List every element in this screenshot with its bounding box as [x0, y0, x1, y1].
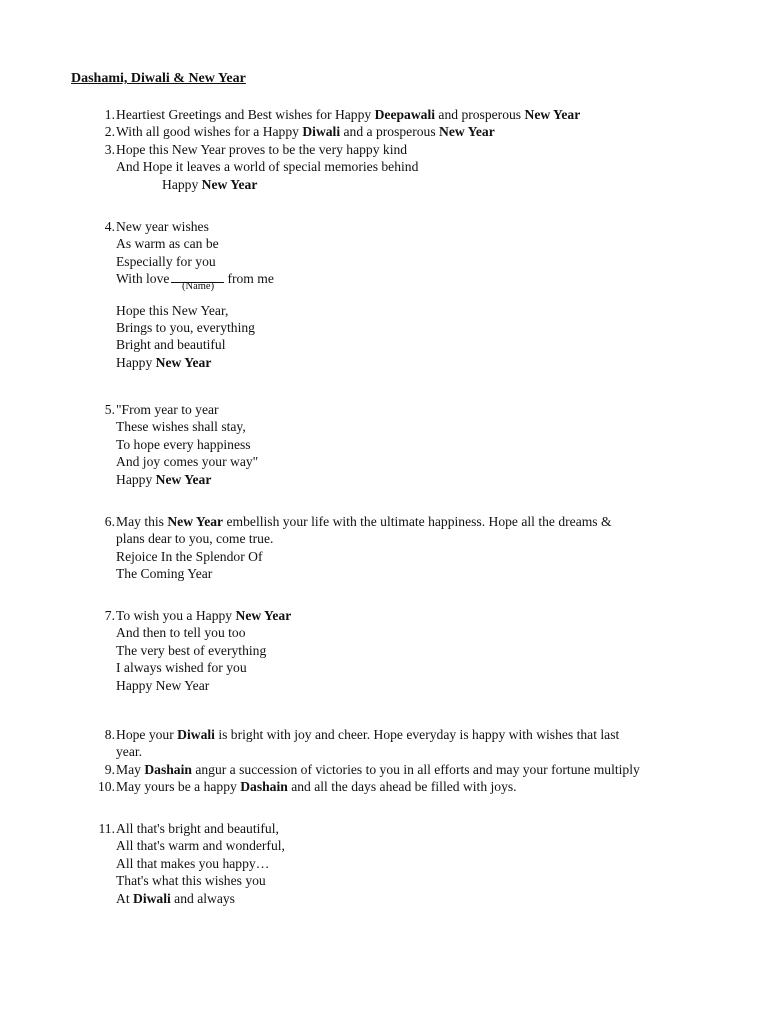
line-text — [162, 176, 257, 193]
text-run: Happy — [116, 354, 156, 370]
bold-text: Diwali — [177, 727, 215, 742]
greeting-line — [93, 176, 733, 193]
greeting-item — [93, 778, 733, 795]
line-text — [116, 837, 285, 854]
item-number: 11. — [98, 821, 115, 836]
text-run: With love — [116, 271, 170, 287]
greeting-line — [93, 319, 733, 336]
bold-text: New Year — [235, 608, 292, 623]
line-text — [116, 235, 219, 252]
line-text — [116, 319, 255, 336]
text-run: All that's bright and beautiful, — [116, 821, 279, 836]
item-number: 5. — [104, 402, 115, 417]
text-run: plans dear to you, come true. — [116, 531, 274, 547]
text-run: and all the days ahead be filled with joys. — [287, 779, 517, 794]
greeting-line — [93, 513, 733, 530]
item-number: 7. — [104, 608, 115, 623]
text-run: Hope this New Year proves to be the very happy kind — [116, 142, 408, 157]
text-run: angur a succession of victories to you in all efforts and may your fortune multiply — [191, 762, 640, 777]
text-run: With all good wishes for a Happy — [116, 124, 303, 139]
greeting-line — [93, 158, 733, 175]
text-run: May — [116, 762, 145, 777]
line-text — [116, 418, 246, 435]
greeting-line — [93, 659, 733, 676]
greeting-line — [93, 436, 733, 453]
line-text — [116, 743, 142, 760]
line-text — [116, 218, 209, 235]
text-run: and prosperous — [435, 107, 525, 122]
greeting-line — [93, 141, 733, 158]
line-text — [116, 726, 619, 743]
greeting-item — [93, 761, 733, 778]
greeting-line — [93, 778, 733, 795]
text-run: All that makes you happy… — [116, 855, 270, 871]
greeting-item — [93, 123, 733, 140]
greeting-line — [93, 855, 733, 872]
greeting-line — [93, 123, 733, 140]
greeting-line — [93, 106, 733, 123]
bold-text: Dashain — [144, 762, 192, 777]
line-text — [116, 642, 266, 659]
text-run: Rejoice In the Splendor Of — [116, 548, 263, 564]
greeting-line — [93, 302, 733, 319]
text-run: That's what this wishes you — [116, 873, 266, 889]
item-number: 10. — [98, 779, 115, 794]
text-run: and always — [170, 890, 235, 906]
text-run: And Hope it leaves a world of special memories behind — [116, 159, 419, 175]
line-text — [116, 607, 291, 624]
line-text — [116, 471, 211, 488]
line-text — [116, 336, 225, 353]
greeting-line — [93, 677, 733, 694]
text-run: is bright with joy and cheer. Hope everyday is happy with wishes that last — [214, 727, 620, 742]
bold-text: New Year — [167, 514, 224, 529]
line-text — [116, 401, 219, 418]
item-number: 3. — [104, 142, 115, 157]
text-run: Brings to you, everything — [116, 319, 255, 335]
greeting-line — [93, 743, 733, 760]
text-run: "From year to year — [116, 402, 219, 417]
greeting-line — [93, 253, 733, 270]
bold-text: New Year — [155, 354, 212, 370]
line-text — [116, 677, 209, 694]
text-run: May this — [116, 514, 168, 529]
greeting-line — [93, 642, 733, 659]
text-run: May yours be a happy — [116, 779, 241, 794]
item-number: 2. — [104, 124, 115, 139]
greeting-line — [93, 607, 733, 624]
text-run: As warm as can be — [116, 236, 219, 252]
greeting-line — [93, 890, 733, 907]
text-run: And then to tell you too — [116, 625, 246, 641]
line-text — [116, 302, 228, 319]
line-text — [116, 158, 418, 175]
name-label: (Name) — [182, 281, 215, 293]
text-run: All that's warm and wonderful, — [116, 838, 285, 854]
greeting-line — [93, 401, 733, 418]
greeting-line — [93, 837, 733, 854]
greeting-item — [93, 820, 733, 907]
text-run: Especially for you — [116, 253, 216, 269]
line-text — [116, 354, 211, 371]
greeting-line — [93, 336, 733, 353]
line-text — [116, 436, 251, 453]
greeting-item — [93, 726, 733, 761]
text-run: from me — [227, 271, 274, 287]
text-run: The Coming Year — [116, 566, 213, 582]
greeting-line — [93, 235, 733, 252]
text-run: And joy comes your way" — [116, 454, 259, 470]
greeting-line — [93, 354, 733, 371]
line-text — [116, 820, 279, 837]
greeting-item — [93, 513, 733, 583]
line-text — [116, 855, 269, 872]
line-text — [116, 659, 247, 676]
greeting-line — [93, 820, 733, 837]
greeting-line — [93, 624, 733, 641]
text-run: Happy — [162, 176, 202, 192]
bold-text: Diwali — [133, 890, 171, 906]
greeting-line — [93, 872, 733, 889]
greeting-line — [93, 761, 733, 778]
text-run: Happy New Year — [116, 677, 210, 693]
bold-text: New Year — [155, 471, 212, 487]
greeting-line — [93, 565, 733, 582]
greeting-line — [93, 270, 733, 293]
text-run: Happy — [116, 471, 156, 487]
greeting-line — [93, 418, 733, 435]
text-run: These wishes shall stay, — [116, 419, 246, 435]
line-text — [116, 453, 258, 470]
greeting-line — [93, 471, 733, 488]
line-text — [116, 513, 612, 530]
line-text — [116, 548, 262, 565]
greeting-item — [93, 607, 733, 694]
greeting-line — [93, 530, 733, 547]
bold-text: New Year — [524, 107, 581, 122]
text-run: To hope every happiness — [116, 436, 251, 452]
line-text — [116, 624, 246, 641]
text-run: The very best of everything — [116, 642, 267, 658]
text-run: Hope your — [116, 727, 178, 742]
bold-text: New Year — [439, 124, 495, 139]
item-number: 6. — [104, 514, 115, 529]
greeting-item — [93, 106, 733, 123]
item-number: 8. — [104, 727, 115, 742]
line-text — [116, 778, 517, 795]
document-title: Dashami, Diwali & New Year — [71, 71, 246, 86]
item-number: 1. — [104, 107, 115, 122]
text-run: New year wishes — [116, 219, 209, 234]
line-text — [116, 253, 216, 270]
greeting-item — [93, 141, 733, 193]
greeting-item — [93, 401, 733, 488]
text-run: To wish you a Happy — [116, 608, 236, 623]
greeting-line — [93, 453, 733, 470]
line-text — [116, 141, 407, 158]
text-run: embellish your life with the ultimate happiness. Hope all the dreams & — [223, 514, 612, 529]
text-run: Bright and beautiful — [116, 337, 226, 353]
text-run: I always wished for you — [116, 660, 247, 676]
text-run: year. — [116, 744, 143, 760]
item-number: 4. — [104, 219, 115, 234]
text-run: Hope this New Year, — [116, 302, 229, 318]
line-text — [116, 123, 495, 140]
bold-text: Deepawali — [374, 107, 436, 122]
item-number: 9. — [104, 762, 115, 777]
bold-text: New Year — [201, 176, 258, 192]
line-text — [116, 106, 580, 123]
bold-text: Dashain — [240, 779, 288, 794]
line-text — [116, 890, 235, 907]
greeting-line — [93, 726, 733, 743]
greeting-item — [93, 218, 733, 371]
text-run: and a prosperous — [340, 124, 440, 139]
text-run: Heartiest Greetings and Best wishes for Happy — [116, 107, 375, 122]
line-text — [116, 530, 273, 547]
line-text — [116, 761, 640, 778]
bold-text: Diwali — [302, 124, 341, 139]
line-text — [116, 565, 212, 582]
greeting-line — [93, 548, 733, 565]
text-run: At — [116, 890, 133, 906]
greeting-line — [93, 218, 733, 235]
line-text — [116, 872, 266, 889]
